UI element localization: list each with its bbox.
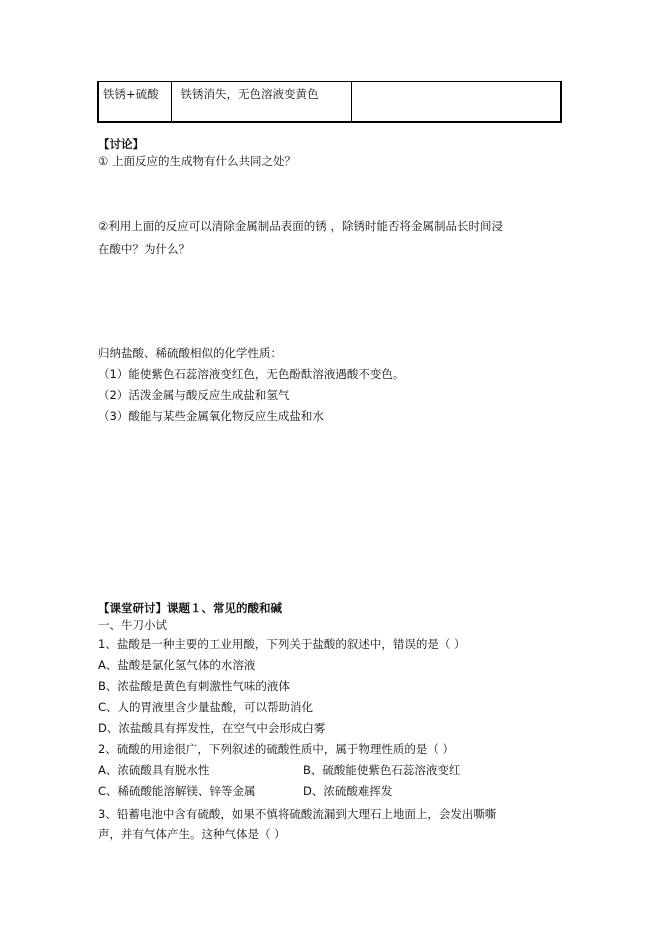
summary-title: 归纳盐酸、稀硫酸相似的化学性质： (98, 346, 282, 360)
discussion-q1: ① 上面反应的生成物有什么共同之处？ (98, 154, 296, 168)
section-title: 一、牛刀小试 (98, 618, 167, 632)
equation-cell (351, 82, 561, 122)
discussion-q2-line2: 在酸中？为什么？ (98, 242, 190, 256)
question-3-line2: 声，并有气体产生。这种气体是（ ） (98, 827, 286, 841)
reactant-cell: 铁锈+硫酸 (98, 82, 171, 122)
question-2: 2、硫酸的用途很广，下列叙述的硫酸性质中，属于物理性质的是（ ） (98, 742, 454, 756)
phenomenon-cell: 铁锈消失，无色溶液变黄色 (171, 82, 351, 122)
summary-item-1: （1）能使紫色石蕊溶液变红色，无色酚酞溶液遇酸不变色。 (98, 367, 405, 381)
q1-option-b: B、浓盐酸是黄色有刺激性气味的液体 (98, 679, 290, 693)
summary-item-3: （3）酸能与某些金属氧化物反应生成盐和水 (98, 409, 324, 423)
reaction-table (97, 81, 562, 123)
classroom-heading: 【课堂研讨】课题１、常见的酸和碱 (98, 601, 282, 615)
q2-option-a: A、浓硫酸具有脱水性 (98, 763, 210, 777)
summary-item-2: （2）活泼金属与酸反应生成盐和氢气 (98, 388, 290, 402)
question-3-line1: 3、铅蓄电池中含有硫酸，如果不慎将硫酸流漏到大理石上地面上，会发出嘶嘶 (98, 807, 497, 821)
discussion-q2-line1: ②利用上面的反应可以清除金属制品表面的锈 ，除锈时能否将金属制品长时间浸 (98, 219, 503, 233)
q1-option-a: A、盐酸是氯化氢气体的水溶液 (98, 658, 256, 672)
q1-option-c: C、人的胃液里含少量盐酸，可以帮助消化 (98, 700, 314, 714)
q2-option-b: B、硫酸能使紫色石蕊溶液变红 (303, 763, 461, 777)
q2-option-c: C、稀硫酸能溶解镁、锌等金属 (98, 784, 256, 798)
question-1: 1、盐酸是一种主要的工业用酸，下列关于盐酸的叙述中，错误的是（ ） (98, 637, 466, 651)
discussion-heading: 【讨论】 (98, 137, 144, 151)
table-row (98, 82, 561, 122)
q1-option-d: D、浓盐酸具有挥发性，在空气中会形成白雾 (98, 721, 326, 735)
q2-option-d: D、浓硫酸难挥发 (303, 784, 393, 798)
